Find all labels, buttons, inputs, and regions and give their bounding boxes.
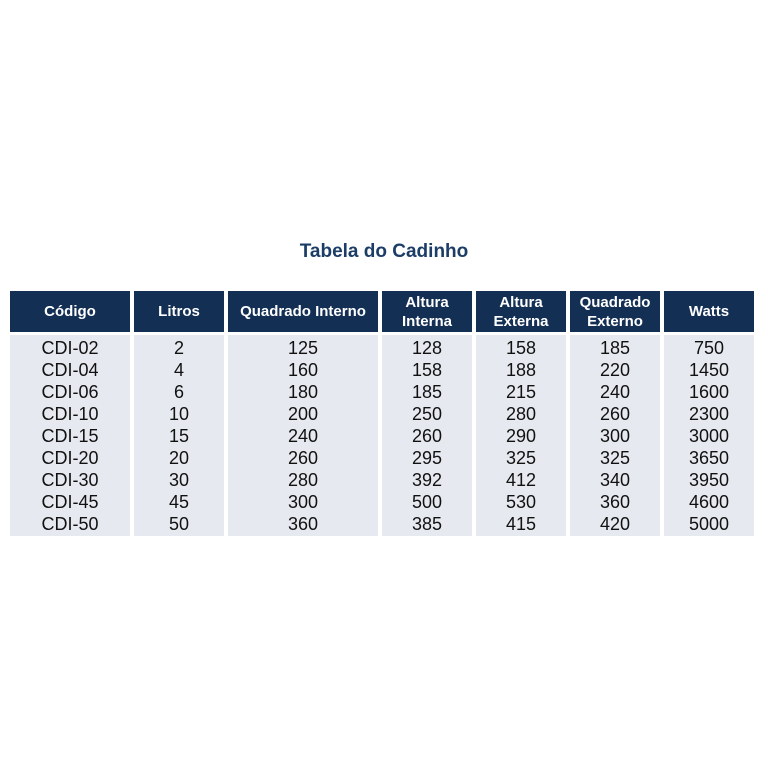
cell-codigo: CDI-20 bbox=[41, 448, 99, 468]
header-quadrado-externo: Quadrado Externo bbox=[570, 291, 660, 332]
cell-altura-interna: 128 bbox=[411, 338, 443, 358]
column-body bbox=[10, 335, 130, 536]
cell-litros: 20 bbox=[168, 448, 190, 468]
column-body bbox=[664, 335, 754, 536]
cell-watts: 1450 bbox=[688, 360, 730, 380]
cell-quadrado-interno: 260 bbox=[287, 448, 319, 468]
column-body bbox=[134, 335, 224, 536]
cell-quadrado-interno: 240 bbox=[287, 426, 319, 446]
column-body bbox=[476, 335, 566, 536]
cell-watts: 3000 bbox=[688, 426, 730, 446]
cell-litros: 50 bbox=[168, 514, 190, 534]
cell-altura-interna: 260 bbox=[411, 426, 443, 446]
column-body bbox=[228, 335, 378, 536]
cell-watts: 750 bbox=[693, 338, 725, 358]
column-quadrado-interno bbox=[228, 291, 378, 536]
cell-watts: 5000 bbox=[688, 514, 730, 534]
cell-litros: 45 bbox=[168, 492, 190, 512]
cell-litros: 10 bbox=[168, 404, 190, 424]
cell-quadrado-interno: 360 bbox=[287, 514, 319, 534]
cell-watts: 4600 bbox=[688, 492, 730, 512]
header-codigo: Código bbox=[10, 291, 130, 332]
cell-codigo: CDI-45 bbox=[41, 492, 99, 512]
column-body bbox=[570, 335, 660, 536]
cell-quadrado-externo: 185 bbox=[599, 338, 631, 358]
cell-quadrado-externo: 260 bbox=[599, 404, 631, 424]
cell-watts: 3950 bbox=[688, 470, 730, 490]
cell-quadrado-externo: 340 bbox=[599, 470, 631, 490]
cell-quadrado-externo: 220 bbox=[599, 360, 631, 380]
cell-quadrado-interno: 180 bbox=[287, 382, 319, 402]
header-litros: Litros bbox=[134, 291, 224, 332]
header-altura-externa: Altura Externa bbox=[476, 291, 566, 332]
cell-altura-interna: 185 bbox=[411, 382, 443, 402]
cell-litros: 2 bbox=[173, 338, 184, 358]
cell-codigo: CDI-06 bbox=[41, 382, 99, 402]
column-litros bbox=[134, 291, 224, 536]
cell-altura-externa: 530 bbox=[505, 492, 537, 512]
cell-altura-interna: 392 bbox=[411, 470, 443, 490]
cell-quadrado-interno: 125 bbox=[287, 338, 319, 358]
cell-quadrado-externo: 240 bbox=[599, 382, 631, 402]
cell-litros: 6 bbox=[173, 382, 184, 402]
cell-watts: 3650 bbox=[688, 448, 730, 468]
cell-codigo: CDI-04 bbox=[41, 360, 99, 380]
cell-quadrado-interno: 280 bbox=[287, 470, 319, 490]
cell-watts: 1600 bbox=[688, 382, 730, 402]
column-altura-interna bbox=[382, 291, 472, 536]
header-altura-interna: Altura Interna bbox=[382, 291, 472, 332]
column-body bbox=[382, 335, 472, 536]
cell-quadrado-externo: 325 bbox=[599, 448, 631, 468]
cell-altura-externa: 415 bbox=[505, 514, 537, 534]
cell-codigo: CDI-15 bbox=[41, 426, 99, 446]
column-watts bbox=[664, 291, 754, 536]
cell-altura-externa: 188 bbox=[505, 360, 537, 380]
cell-quadrado-interno: 300 bbox=[287, 492, 319, 512]
cell-quadrado-externo: 360 bbox=[599, 492, 631, 512]
cell-litros: 15 bbox=[168, 426, 190, 446]
cell-codigo: CDI-50 bbox=[41, 514, 99, 534]
page-title: Tabela do Cadinho bbox=[299, 241, 469, 262]
cell-altura-interna: 158 bbox=[411, 360, 443, 380]
cell-codigo: CDI-02 bbox=[41, 338, 99, 358]
crucible-table bbox=[10, 291, 754, 536]
header-quadrado-interno: Quadrado Interno bbox=[228, 291, 378, 332]
column-quadrado-externo bbox=[570, 291, 660, 536]
cell-codigo: CDI-30 bbox=[41, 470, 99, 490]
cell-altura-externa: 280 bbox=[505, 404, 537, 424]
cell-altura-interna: 500 bbox=[411, 492, 443, 512]
cell-altura-interna: 295 bbox=[411, 448, 443, 468]
cell-altura-externa: 158 bbox=[505, 338, 537, 358]
cell-quadrado-externo: 420 bbox=[599, 514, 631, 534]
cell-litros: 4 bbox=[173, 360, 184, 380]
cell-quadrado-interno: 200 bbox=[287, 404, 319, 424]
cell-altura-externa: 290 bbox=[505, 426, 537, 446]
column-altura-externa bbox=[476, 291, 566, 536]
cell-quadrado-externo: 300 bbox=[599, 426, 631, 446]
cell-altura-externa: 325 bbox=[505, 448, 537, 468]
cell-altura-externa: 412 bbox=[505, 470, 537, 490]
cell-altura-interna: 385 bbox=[411, 514, 443, 534]
header-watts: Watts bbox=[664, 291, 754, 332]
cell-codigo: CDI-10 bbox=[41, 404, 99, 424]
cell-litros: 30 bbox=[168, 470, 190, 490]
cell-altura-interna: 250 bbox=[411, 404, 443, 424]
cell-watts: 2300 bbox=[688, 404, 730, 424]
column-codigo bbox=[10, 291, 130, 536]
cell-altura-externa: 215 bbox=[505, 382, 537, 402]
cell-quadrado-interno: 160 bbox=[287, 360, 319, 380]
